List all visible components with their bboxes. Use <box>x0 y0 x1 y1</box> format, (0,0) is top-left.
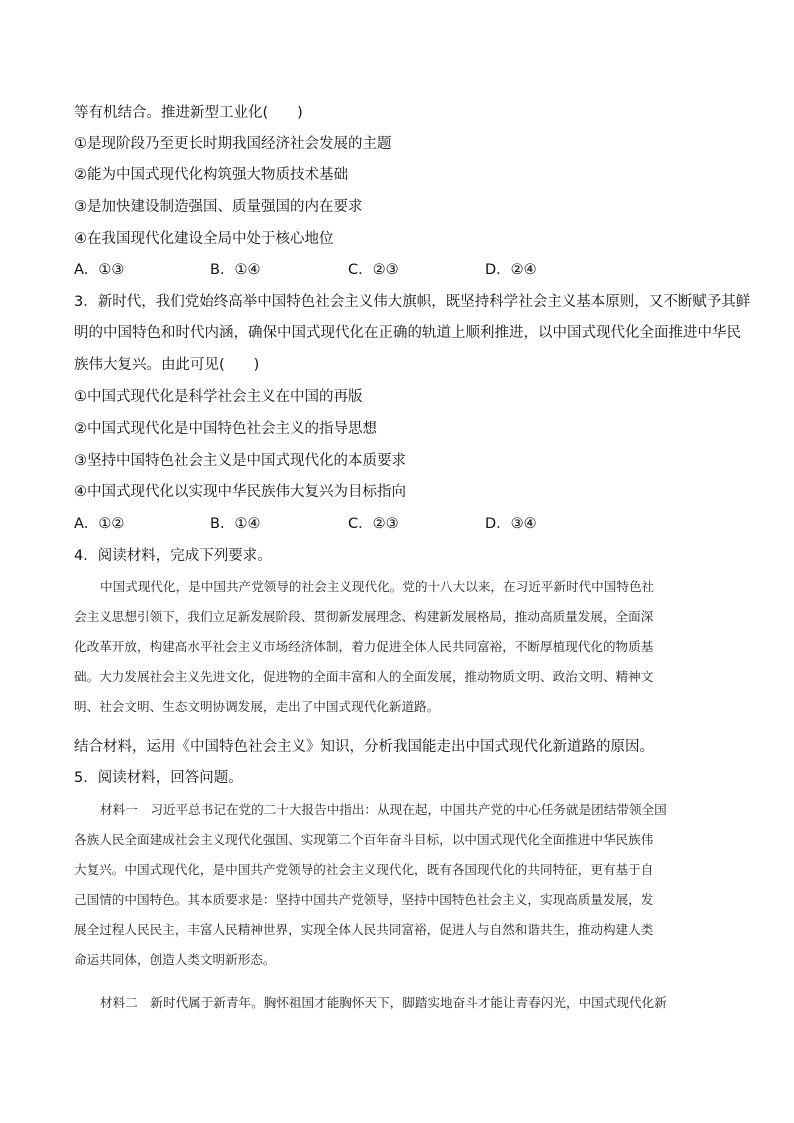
q3-option-a[interactable]: A．①② <box>74 516 125 532</box>
q4-material-line-2: 会主义思想引领下，我们立足新发展阶段、贯彻新发展理念、构建新发展格局，推动高质量发展，全面深 <box>74 609 654 624</box>
q3-option-d[interactable]: D．③④ <box>485 516 537 532</box>
q5-material1-line-2: 各族人民全面建成社会主义现代化强国、实现第二个百年奋斗目标，以中国式现代化全面推进中华民族伟 <box>74 832 654 847</box>
q5-material1-line-4: 己国情的中国特色。其本质要求是：坚持中国共产党领导，坚持中国特色社会主义，实现高质量发展，发 <box>74 892 654 907</box>
q2-option-c[interactable]: C．②③ <box>348 262 399 278</box>
q2-item-4: ④在我国现代化建设全局中处于核心地位 <box>74 231 334 247</box>
q4-material-line-4: 础。大力发展社会主义先进文化，促进物的全面丰富和人的全面发展，推动物质文明、政治文明、精神文 <box>74 669 654 684</box>
q2-option-d[interactable]: D．②④ <box>485 262 537 278</box>
q4-question: 结合材料，运用《中国特色社会主义》知识，分析我国能走出中国式现代化新道路的原因。 <box>74 739 654 755</box>
q2-item-1: ①是现阶段乃至更长时期我国经济社会发展的主题 <box>74 136 392 152</box>
q2-stem-tail: 等有机结合。推进新型工业化( ) <box>74 105 303 121</box>
q5-material1-line-1: 材料一 习近平总书记在党的二十大报告中指出：从现在起，中国共产党的中心任务就是团结带领全国 <box>100 802 667 817</box>
q2-option-b[interactable]: B．①④ <box>210 262 261 278</box>
q4-material-line-5: 明、社会文明、生态文明协调发展，走出了中国式现代化新道路。 <box>74 699 440 714</box>
q3-stem-line-3: 族伟大复兴。由此可见( ) <box>74 357 260 373</box>
q4-material <box>74 572 720 722</box>
q3-item-1: ①中国式现代化是科学社会主义在中国的再版 <box>74 389 363 405</box>
q3-option-c[interactable]: C．②③ <box>348 516 399 532</box>
q4-stem: 4．阅读材料，完成下列要求。 <box>74 548 272 564</box>
q5-material-1 <box>74 795 720 975</box>
q5-material1-line-3: 大复兴。中国式现代化，是中国共产党领导的社会主义现代化，既有各国现代化的共同特征，更有基于自 <box>74 862 654 877</box>
q3-stem-line-1: 3．新时代，我们党始终高举中国特色社会主义伟大旗帜，既坚持科学社会主义基本原则，又不断赋予其鲜 <box>74 294 751 310</box>
q3-option-b[interactable]: B．①④ <box>210 516 261 532</box>
q4-material-line-3: 化改革开放，构建高水平社会主义市场经济体制，着力促进全体人民共同富裕，不断厚植现代化的物质基 <box>74 639 654 654</box>
q5-material1-line-6: 命运共同体，创造人类文明新形态。 <box>74 952 276 967</box>
q3-item-2: ②中国式现代化是中国特色社会主义的指导思想 <box>74 421 377 437</box>
q3-stem-line-2: 明的中国特色和时代内涵，确保中国式现代化在正确的轨道上顺利推进，以中国式现代化全面推进中华民 <box>74 325 741 341</box>
q2-item-2: ②能为中国式现代化构筑强大物质技术基础 <box>74 167 348 183</box>
q2-item-3: ③是加快建设制造强国、质量强国的内在要求 <box>74 199 363 215</box>
q5-material1-line-5: 展全过程人民民主，丰富人民精神世界，实现全体人民共同富裕，促进人与自然和谐共生，推动构建人类 <box>74 922 654 937</box>
q3-item-3: ③坚持中国特色社会主义是中国式现代化的本质要求 <box>74 453 406 469</box>
q5-stem: 5．阅读材料，回答问题。 <box>74 770 243 786</box>
q2-option-a[interactable]: A．①③ <box>74 262 125 278</box>
q4-material-line-1: 中国式现代化，是中国共产党领导的社会主义现代化。党的十八大以来，在习近平新时代中国特色社 <box>100 579 655 594</box>
q5-material-2 <box>74 988 720 1018</box>
q5-material2-line-1: 材料二 新时代属于新青年。胸怀祖国才能胸怀天下，脚踏实地奋斗才能让青春闪光，中国式现代化新 <box>100 995 667 1010</box>
q3-item-4: ④中国式现代化以实现中华民族伟大复兴为目标指向 <box>74 484 406 500</box>
